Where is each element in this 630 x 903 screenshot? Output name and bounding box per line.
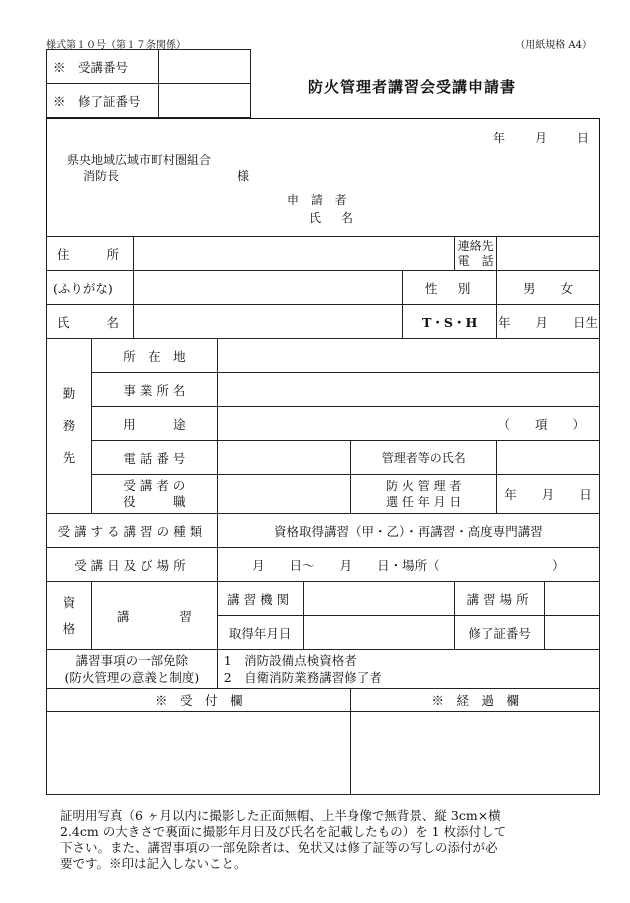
course-type-field[interactable]: 資格取得講習（甲・乙）・再講習・高度専門講習 [217, 514, 599, 548]
certificate-number-label: 修了証番号 [455, 616, 545, 650]
furigana-field[interactable] [133, 271, 402, 305]
completion-number-field[interactable] [159, 84, 251, 118]
work-location-label: 所 在 地 [91, 339, 217, 373]
address-field[interactable] [133, 237, 454, 271]
applicant-name-label: 氏 名 [309, 211, 358, 225]
qualification-label-1: 資 [62, 594, 76, 610]
schedule-label: 受講日及び場所 [47, 548, 218, 582]
name-field[interactable] [133, 305, 402, 339]
exemption-label-1: 講習事項の一部免除 [75, 653, 189, 668]
attendee-role-label-2: 役 職 [123, 494, 186, 509]
fire-manager-date-field[interactable]: 年 月 日 [497, 475, 600, 514]
exemption-item-2[interactable]: 2 自衛消防業務講習修了者 [223, 670, 382, 685]
addressee-chief: 消防長 [83, 169, 120, 183]
gender-select[interactable]: 男 女 [497, 271, 600, 305]
qualification-label-2: 格 [62, 620, 76, 636]
receipt-number-field[interactable] [159, 50, 251, 84]
work-phone-field[interactable] [217, 441, 351, 475]
work-label-2: 務 [62, 418, 76, 433]
use-item-field[interactable]: （ 項 ） [217, 407, 599, 441]
form-number: 様式第１０号（第１７条関係） [46, 40, 186, 51]
acquisition-date-label: 取得年月日 [217, 616, 303, 650]
business-name-label: 事 業 所 名 [91, 373, 217, 407]
name-label: 氏 名 [47, 305, 134, 339]
certificate-number-field[interactable] [545, 616, 600, 650]
address-label: 住 所 [47, 237, 134, 271]
course-place-field[interactable] [545, 582, 600, 616]
schedule-field[interactable]: 月 日～ 月 日・場所（ ） [217, 548, 599, 582]
acquisition-date-field[interactable] [303, 616, 455, 650]
contact-label: 連絡先 [457, 238, 494, 253]
institution-field[interactable] [303, 582, 455, 616]
reception-label: ※ 受 付 欄 [47, 689, 351, 712]
applicant-label: 申 請 者 [287, 193, 351, 207]
application-date[interactable]: 年 月 日 [492, 131, 591, 145]
exemption-item-1[interactable]: 1 消防設備点検資格者 [223, 653, 357, 668]
work-location-field[interactable] [217, 339, 599, 373]
birth-date-field[interactable]: 年 月 日生 [497, 305, 600, 339]
footnote [60, 808, 600, 872]
applicant-section [46, 118, 600, 237]
course-type-label: 受講する講習の種類 [47, 514, 218, 548]
work-label-1: 勤 [62, 386, 76, 401]
furigana-label: (ふりがな) [47, 271, 134, 305]
institution-label: 講習機関 [217, 582, 303, 616]
business-name-field[interactable] [217, 373, 599, 407]
paper-size: （用紙規格 A4） [515, 40, 592, 51]
attendee-role-label-1: 受 講 者 の [123, 478, 186, 493]
receipt-number-label: ※ 受講番号 [47, 50, 159, 84]
footnote-line-2: 2.4cm の大きさで裏面に撮影年月日及び氏名を記載したもの）を 1 枚添付して [60, 824, 507, 839]
office-use-box [46, 49, 251, 118]
completion-number-label: ※ 修了証番号 [47, 84, 159, 118]
footnote-line-3: 下さい。また、講習事項の一部免除者は、免状又は修了証等の写しの添付が必 [60, 840, 498, 855]
addressee-sama: 様 [237, 169, 250, 183]
footnote-line-1: 証明用写真（6 ヶ月以内に撮影した正面無帽、上半身像で無背景、縦 3cm×横 [60, 808, 501, 823]
course-place-label: 講習場所 [455, 582, 545, 616]
gender-label: 性 別 [403, 271, 497, 305]
contact-phone-label: 電 話 [457, 253, 494, 268]
era-select[interactable]: T・S・H [403, 305, 497, 339]
work-phone-label: 電 話 番 号 [91, 441, 217, 475]
work-label-3: 先 [62, 450, 76, 465]
use-label: 用 途 [91, 407, 217, 441]
fire-manager-label-1: 防 火 管 理 者 [386, 479, 462, 493]
addressee-org: 県央地域広域市町村圏組合 [67, 153, 212, 167]
exemption-label-2: (防火管理の意義と制度) [64, 670, 200, 685]
application-table [46, 236, 600, 795]
attendee-role-field[interactable] [217, 475, 351, 514]
manager-name-field[interactable] [497, 441, 600, 475]
reception-field[interactable] [47, 712, 351, 795]
progress-label: ※ 経 過 欄 [351, 689, 600, 712]
manager-name-label: 管理者等の氏名 [351, 441, 497, 475]
phone-field[interactable] [497, 237, 600, 271]
qualification-course-label: 講 習 [91, 582, 217, 650]
progress-field[interactable] [351, 712, 600, 795]
footnote-line-4: 要です。※印は記入しないこと。 [60, 856, 247, 871]
page-title: 防火管理者講習会受講申請書 [308, 78, 517, 96]
fire-manager-label-2: 選 任 年 月 日 [386, 495, 462, 509]
